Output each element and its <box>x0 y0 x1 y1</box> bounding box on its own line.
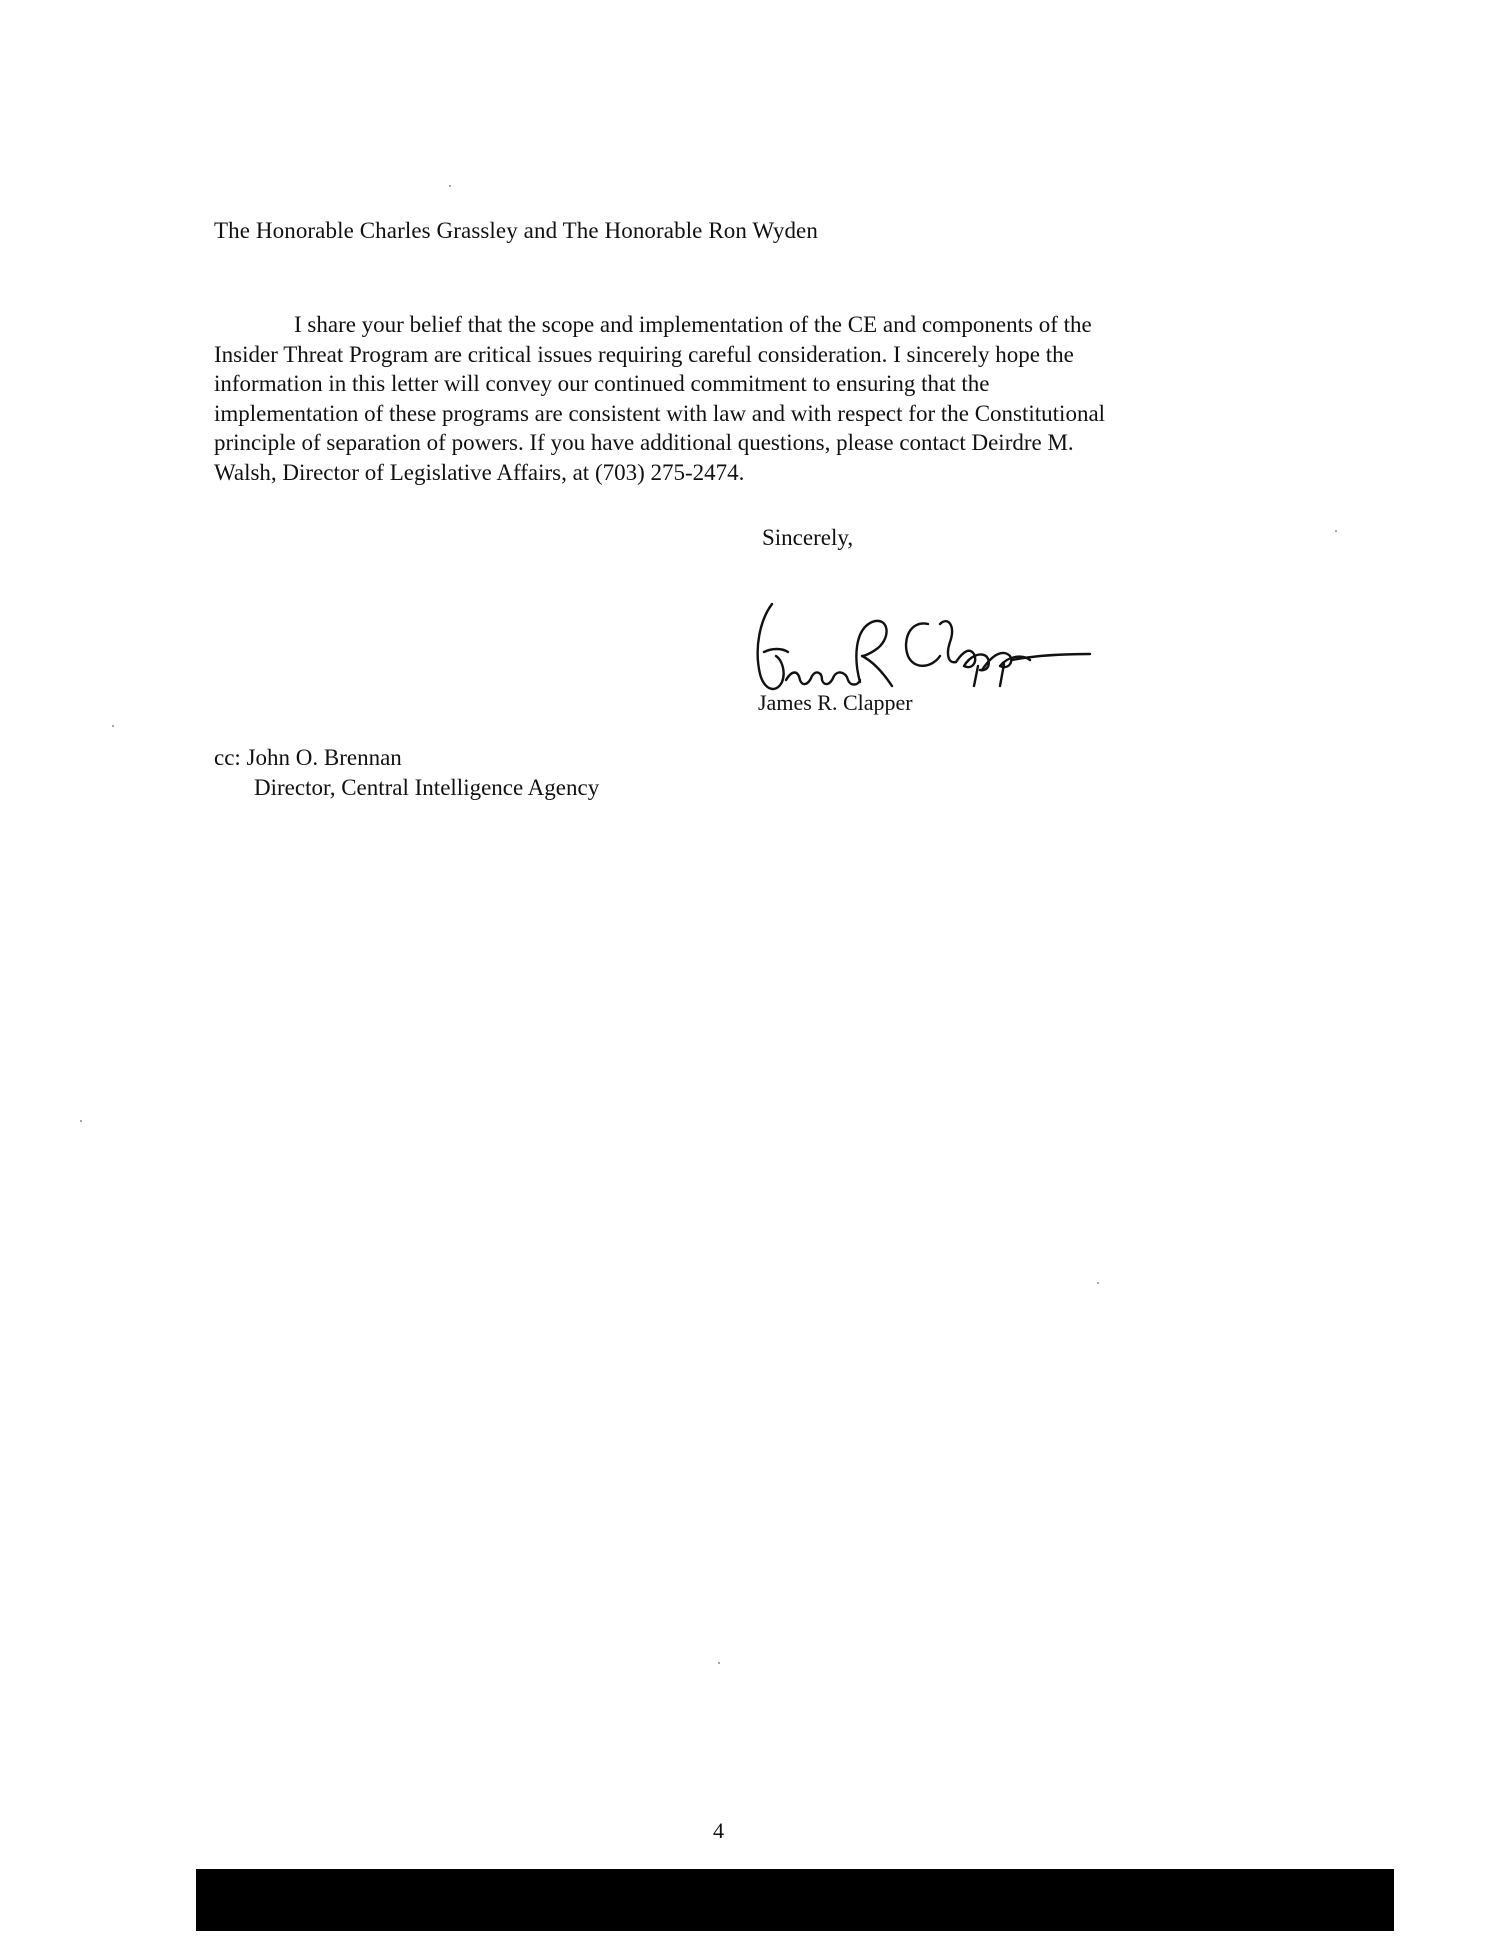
body-line: information in this letter will convey our continued commitment to ensuring that the <box>214 371 990 396</box>
addressee-line: The Honorable Charles Grassley and The Honorable Ron Wyden <box>214 218 818 243</box>
body-line: Insider Threat Program are critical issues requiring careful consideration. I sincerely hope the <box>214 341 1074 367</box>
body-line: principle of separation of powers. If you have additional questions, please contact Deirdre M. <box>214 430 1074 455</box>
page-number: 4 <box>713 1818 724 1843</box>
scan-speck <box>1335 530 1337 532</box>
body-line: I share your belief that the scope and implementation of the CE and components of the <box>294 312 1092 337</box>
scan-speck <box>449 185 451 187</box>
cc-block <box>214 743 599 803</box>
closing: Sincerely, <box>762 525 854 550</box>
body-line: implementation of these programs are consistent with law and with respect for the Constitutional <box>214 400 1106 426</box>
body-line: Walsh, Director of Legislative Affairs, at (703) 275-2474. <box>214 459 745 485</box>
cc-recipient-title: Director, Central Intelligence Agency <box>254 775 600 800</box>
scan-speck <box>80 1120 82 1122</box>
scan-speck <box>718 1662 720 1664</box>
letter-body <box>214 310 1239 487</box>
scan-speck <box>112 725 114 727</box>
cc-recipient: cc: John O. Brennan <box>214 745 402 770</box>
signer-name: James R. Clapper <box>758 690 913 715</box>
redaction-bar <box>196 1869 1394 1931</box>
scan-speck <box>1097 1282 1099 1284</box>
